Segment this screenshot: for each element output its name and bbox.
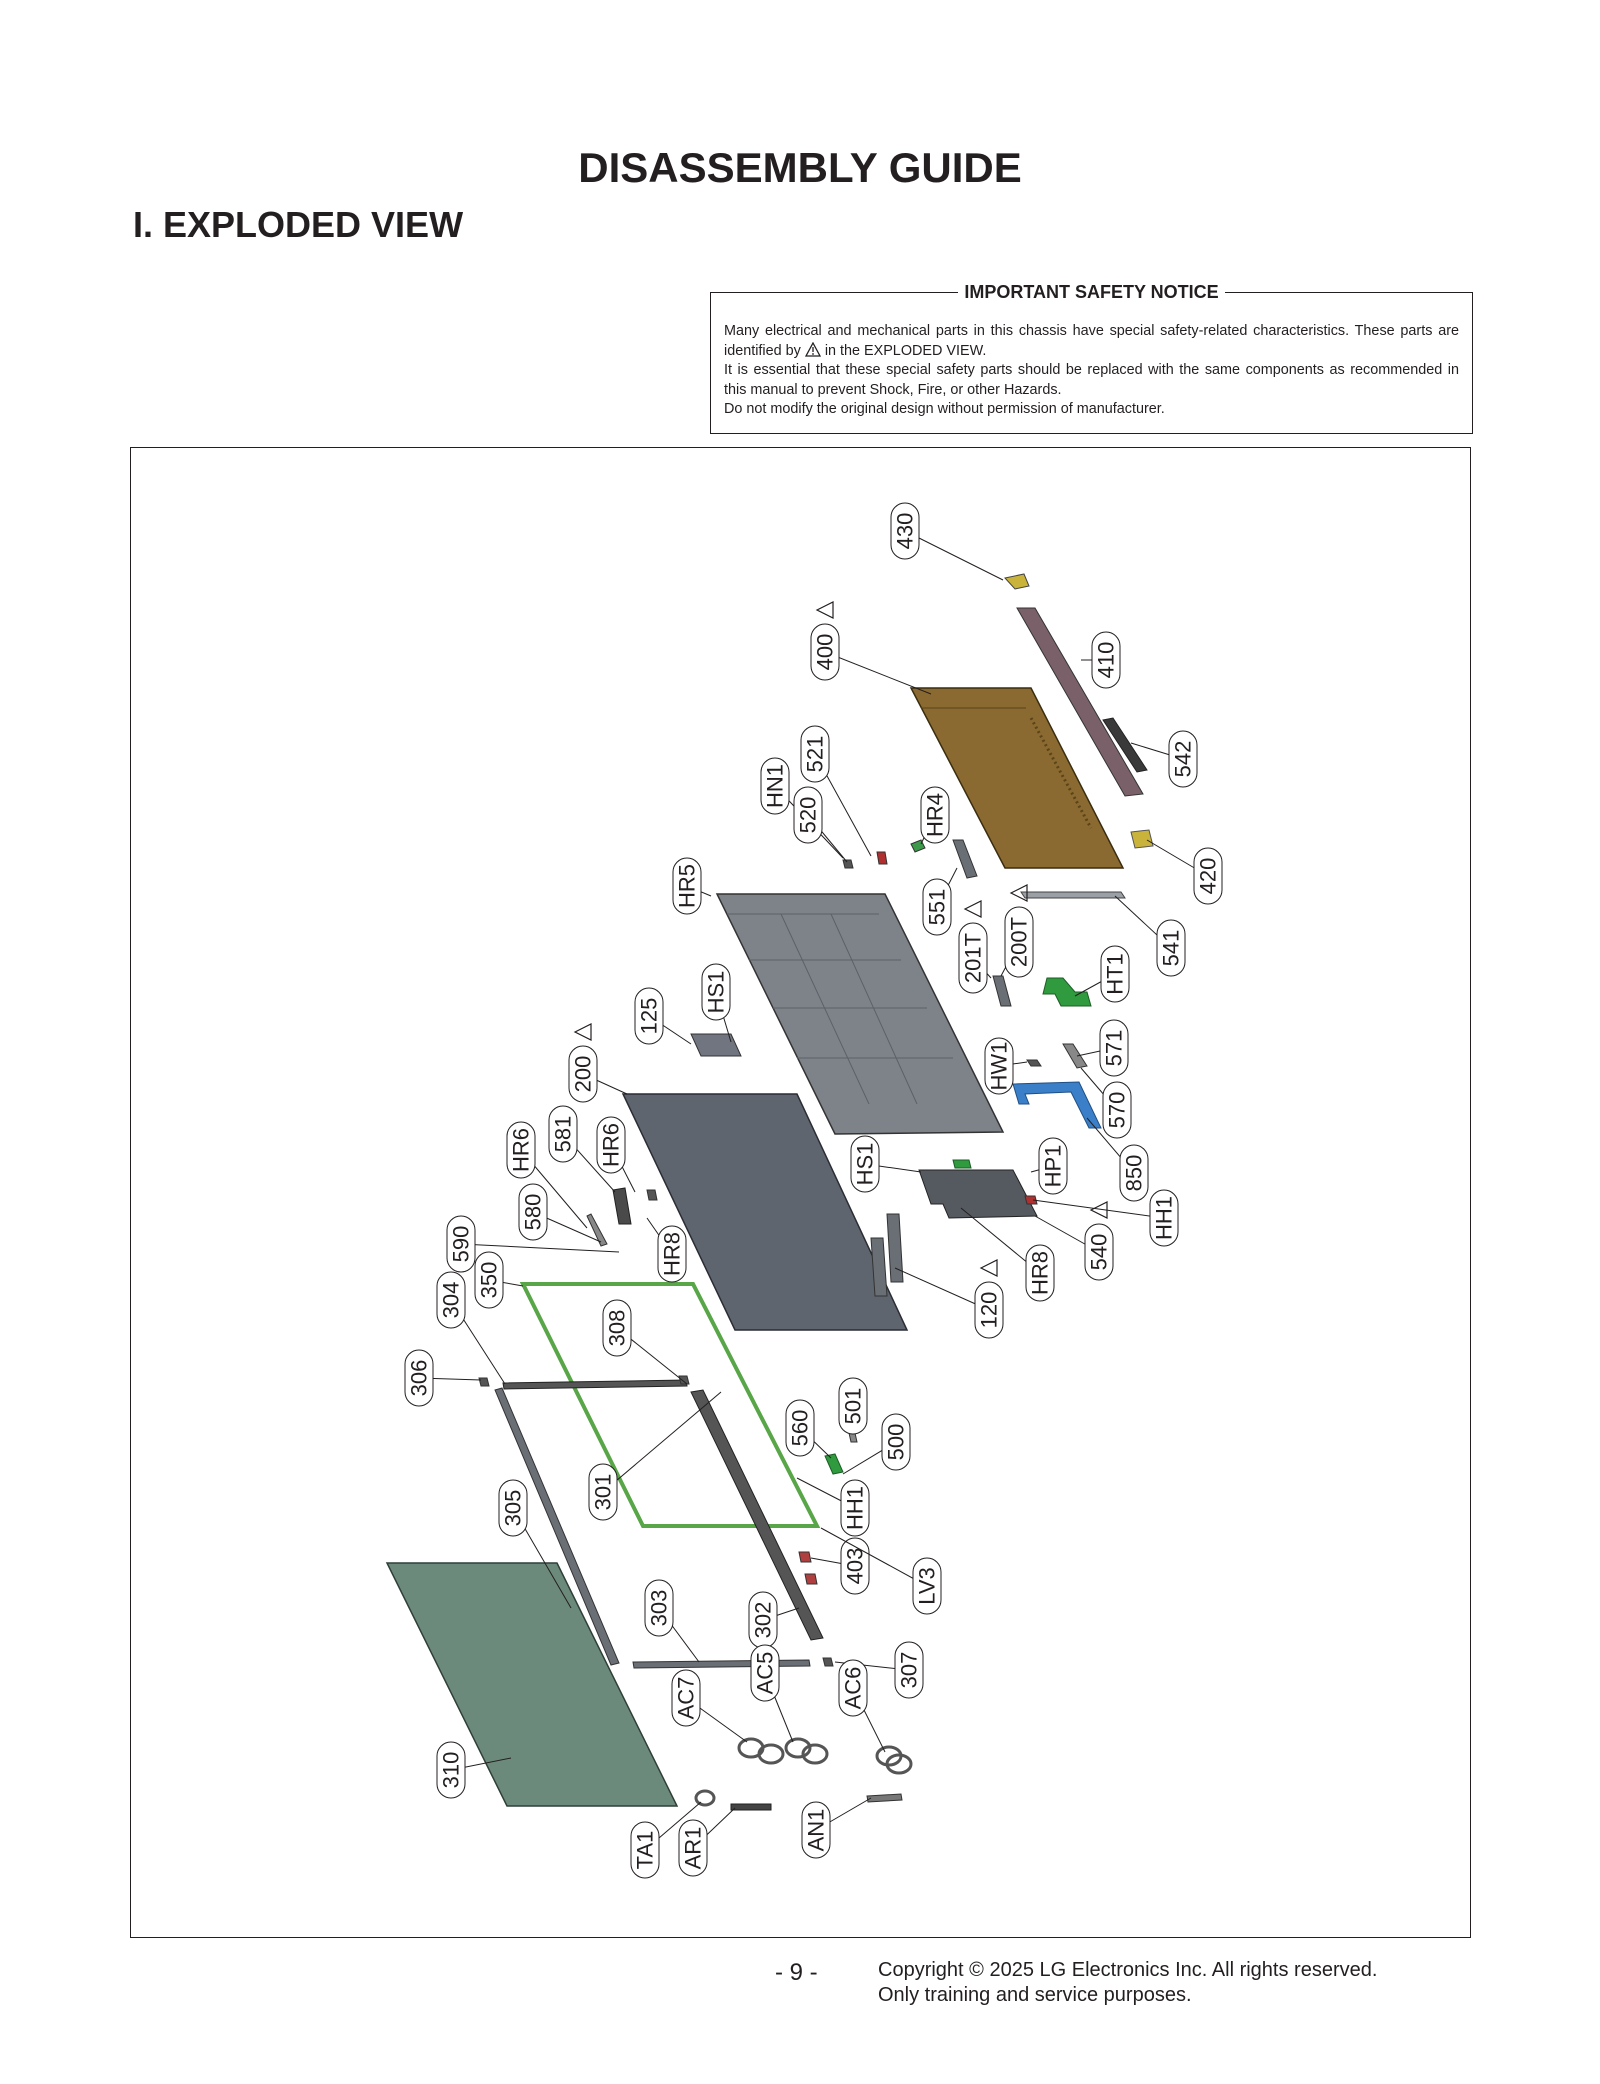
callout-label: 571 — [1101, 1029, 1127, 1067]
part-521-clip — [877, 852, 887, 864]
part-HP1-main-board — [919, 1170, 1037, 1218]
part-560-board — [825, 1454, 843, 1474]
callout-200T — [1001, 885, 1033, 977]
safety-notice-paragraph-1: Many electrical and mechanical parts in this chassis have special safety-related characteristics. These parts are identified by in the EXPLODED VIEW. — [724, 323, 1459, 359]
exploded-view-frame — [130, 447, 1471, 1938]
callout-410 — [1081, 632, 1120, 688]
warning-triangle-icon — [805, 342, 821, 357]
callout-label: 521 — [802, 735, 828, 773]
part-310-lcd-glass — [387, 1563, 677, 1806]
callout-303 — [645, 1580, 699, 1662]
callout-label: 430 — [892, 512, 918, 550]
safety-notice-box — [710, 282, 1473, 434]
callout-label: HP1 — [1040, 1144, 1066, 1188]
callout-label: AN1 — [803, 1808, 829, 1852]
part-125-speaker — [691, 1034, 741, 1056]
warning-triangle-icon — [965, 901, 981, 917]
callout-label: HN1 — [762, 763, 788, 809]
page-number: - 9 - — [775, 1959, 818, 1986]
callout-AR1 — [679, 1808, 735, 1876]
callout-label: HS1 — [852, 1142, 878, 1186]
copyright-line-1: Copyright © 2025 LG Electronics Inc. All rights reserved. — [878, 1959, 1378, 1981]
callout-label: 551 — [924, 888, 950, 926]
callout-306 — [405, 1350, 481, 1406]
callout-542 — [1131, 731, 1197, 787]
callout-403 — [811, 1538, 869, 1594]
callout-label: 200T — [1006, 916, 1032, 968]
callout-200 — [569, 1024, 627, 1102]
callout-label: HH1 — [842, 1485, 868, 1531]
callout-HS1 — [702, 964, 731, 1042]
callout-HS1 — [851, 1136, 921, 1192]
callout-label: 200 — [570, 1055, 596, 1093]
callout-120 — [895, 1260, 1003, 1338]
callout-420 — [1147, 840, 1222, 904]
callout-label: HH1 — [1151, 1195, 1177, 1241]
callout-label: 570 — [1104, 1091, 1130, 1129]
leader-line — [825, 652, 931, 694]
part-200T-board — [993, 976, 1011, 1006]
callout-label: 307 — [896, 1651, 922, 1689]
callout-label: TA1 — [632, 1830, 658, 1870]
callout-560 — [786, 1400, 831, 1458]
callout-label: 306 — [406, 1359, 432, 1397]
part-HT1-board — [1043, 978, 1091, 1006]
callout-551 — [923, 868, 957, 935]
callout-label: 560 — [787, 1409, 813, 1447]
callout-350 — [475, 1252, 523, 1308]
callout-HR6 — [597, 1117, 635, 1192]
callout-label: 403 — [842, 1547, 868, 1585]
safety-notice-paragraph-3: Do not modify the original design without permission of manufacturer. — [724, 401, 1165, 417]
callout-label: AC5 — [752, 1651, 778, 1695]
safety-notice-heading: IMPORTANT SAFETY NOTICE — [958, 282, 1224, 302]
part-580-clip — [587, 1214, 607, 1246]
callout-label: 420 — [1195, 857, 1221, 895]
callout-label: 301 — [590, 1473, 616, 1511]
callout-HR4 — [921, 787, 949, 844]
callout-label: 590 — [448, 1225, 474, 1263]
part-120-speaker — [887, 1214, 903, 1282]
callout-label: 120 — [976, 1291, 1002, 1329]
callout-AC5 — [751, 1645, 793, 1742]
part-430-bracket — [1005, 574, 1029, 589]
part-303-bar — [633, 1660, 810, 1668]
part-850-bracket — [1013, 1082, 1101, 1128]
callout-label: 350 — [476, 1261, 502, 1299]
leader-line — [1033, 1200, 1164, 1218]
callout-label: AC7 — [673, 1676, 699, 1720]
leader-line — [821, 1528, 927, 1586]
callout-HP1 — [1031, 1138, 1067, 1194]
exploded-view-diagram — [131, 448, 1469, 1936]
callout-label: 501 — [840, 1387, 866, 1425]
callout-label: LV3 — [914, 1567, 940, 1605]
callout-label: 580 — [520, 1193, 546, 1231]
callout-label: AC6 — [840, 1666, 866, 1710]
callout-AC6 — [839, 1660, 885, 1752]
callout-label: 310 — [438, 1751, 464, 1789]
callout-label: 400 — [812, 633, 838, 671]
callout-201T — [959, 901, 991, 993]
safety-notice-paragraph-2: It is essential that these special safety parts should be replaced with the same components as recommended in this manual to prevent Shock, Fire, or other Hazards. — [724, 362, 1459, 398]
callout-AC7 — [672, 1670, 747, 1742]
callout-label: 581 — [550, 1115, 576, 1153]
callout-label: HR8 — [659, 1231, 685, 1277]
callout-LV3 — [821, 1528, 941, 1614]
leader-line — [603, 1392, 721, 1492]
part-ac-cables — [739, 1739, 911, 1773]
callout-308 — [603, 1300, 687, 1384]
callout-label: AR1 — [680, 1826, 706, 1870]
safety-notice-body — [724, 322, 1459, 420]
callout-HR8 — [961, 1208, 1054, 1301]
callout-label: 304 — [438, 1281, 464, 1319]
callout-label: 201T — [960, 932, 986, 984]
callout-HR8 — [647, 1218, 686, 1282]
part-420-block — [1131, 830, 1153, 848]
copyright-notice — [878, 1958, 1377, 2008]
callout-label: 410 — [1093, 641, 1119, 679]
callout-571 — [1077, 1020, 1128, 1076]
part-520-clip — [843, 860, 853, 868]
callout-400 — [811, 602, 931, 694]
callout-label: 500 — [883, 1423, 909, 1461]
part-304-bar — [503, 1380, 687, 1389]
part-571-bracket — [1063, 1044, 1087, 1068]
part-581-bracket — [613, 1188, 631, 1224]
callout-label: HT1 — [1102, 953, 1128, 995]
warning-triangle-icon — [817, 602, 833, 618]
part-551-bracket — [953, 840, 977, 878]
callout-label: HR6 — [598, 1122, 624, 1168]
leader-line — [461, 1244, 619, 1252]
callout-label: 542 — [1170, 740, 1196, 778]
leader-line — [905, 531, 1003, 580]
callout-125 — [635, 988, 691, 1044]
callout-label: HW1 — [986, 1041, 1012, 1091]
section-title: I. EXPLODED VIEW — [133, 204, 464, 245]
warning-triangle-icon — [981, 1260, 997, 1276]
callout-label: 541 — [1158, 929, 1184, 967]
callout-label: HR4 — [922, 792, 948, 838]
part-541-bar — [1021, 892, 1125, 898]
callout-label: 850 — [1121, 1154, 1147, 1192]
part-403-clip — [799, 1552, 811, 1562]
callout-430 — [891, 503, 1003, 580]
callout-label: 308 — [604, 1309, 630, 1347]
callout-580 — [519, 1184, 601, 1242]
warning-triangle-icon — [575, 1024, 591, 1040]
callout-AN1 — [802, 1798, 871, 1858]
callout-label: 520 — [795, 796, 821, 834]
callout-501 — [839, 1378, 867, 1434]
callout-label: 302 — [750, 1601, 776, 1639]
callout-label: HS1 — [703, 970, 729, 1014]
callout-label: 540 — [1086, 1233, 1112, 1271]
callout-label: 303 — [646, 1589, 672, 1627]
document-title: DISASSEMBLY GUIDE — [578, 144, 1022, 191]
callout-label: HR5 — [674, 863, 700, 909]
callout-label: HR8 — [1027, 1250, 1053, 1296]
callout-HR5 — [673, 858, 711, 914]
callout-label: 125 — [636, 997, 662, 1035]
copyright-line-2: Only training and service purposes. — [878, 1984, 1192, 2006]
callout-label: 305 — [500, 1489, 526, 1527]
callout-label: HR6 — [508, 1127, 534, 1173]
